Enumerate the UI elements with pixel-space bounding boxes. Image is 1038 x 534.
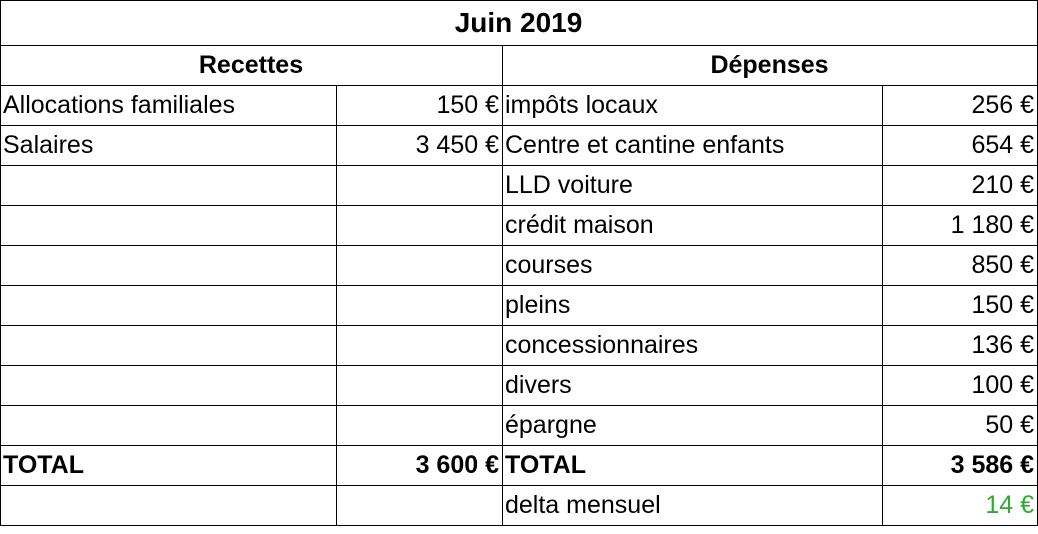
depense-label-cell[interactable]: divers (503, 366, 883, 406)
table-row (1, 206, 1038, 246)
depense-amount-cell[interactable]: 50 € (883, 406, 1038, 446)
recettes-header[interactable]: Recettes (1, 46, 503, 86)
depense-amount-cell[interactable]: 1 180 € (883, 206, 1038, 246)
recette-label-cell[interactable] (1, 366, 337, 406)
table-row (1, 86, 1038, 126)
depense-label-cell[interactable]: concessionnaires (503, 326, 883, 366)
delta-amount[interactable]: 14 € (883, 486, 1038, 526)
recette-amount-cell[interactable]: 3 450 € (337, 126, 503, 166)
recettes-total-label[interactable]: TOTAL (1, 446, 337, 486)
depense-label-cell[interactable]: impôts locaux (503, 86, 883, 126)
depenses-total-amount[interactable]: 3 586 € (883, 446, 1038, 486)
depense-amount-cell[interactable]: 210 € (883, 166, 1038, 206)
depense-label-cell[interactable]: épargne (503, 406, 883, 446)
recette-amount-cell[interactable] (337, 246, 503, 286)
table-row (1, 286, 1038, 326)
header-row (1, 46, 1038, 86)
depense-label-cell[interactable]: LLD voiture (503, 166, 883, 206)
table-row (1, 246, 1038, 286)
recette-label-cell[interactable]: Allocations familiales (1, 86, 337, 126)
delta-row (1, 486, 1038, 526)
delta-label[interactable]: delta mensuel (503, 486, 883, 526)
depense-label-cell[interactable]: crédit maison (503, 206, 883, 246)
depense-label-cell[interactable]: courses (503, 246, 883, 286)
table-row (1, 126, 1038, 166)
recette-amount-cell[interactable] (337, 366, 503, 406)
recette-label-cell[interactable] (1, 286, 337, 326)
recette-amount-cell[interactable] (337, 206, 503, 246)
table-row (1, 406, 1038, 446)
depense-amount-cell[interactable]: 100 € (883, 366, 1038, 406)
depense-amount-cell[interactable]: 150 € (883, 286, 1038, 326)
recette-label-cell[interactable] (1, 326, 337, 366)
sheet-title[interactable]: Juin 2019 (1, 1, 1038, 46)
depenses-total-label[interactable]: TOTAL (503, 446, 883, 486)
depense-label-cell[interactable]: Centre et cantine enfants (503, 126, 883, 166)
recettes-total-amount[interactable]: 3 600 € (337, 446, 503, 486)
table-row (1, 326, 1038, 366)
depense-amount-cell[interactable]: 136 € (883, 326, 1038, 366)
recette-label-cell[interactable] (1, 246, 337, 286)
table-row (1, 366, 1038, 406)
recette-label-cell[interactable] (1, 406, 337, 446)
depense-amount-cell[interactable]: 256 € (883, 86, 1038, 126)
table-row (1, 166, 1038, 206)
recette-amount-cell[interactable] (337, 326, 503, 366)
recette-amount-cell[interactable] (337, 286, 503, 326)
recette-amount-cell[interactable]: 150 € (337, 86, 503, 126)
empty-cell[interactable] (337, 486, 503, 526)
recette-label-cell[interactable] (1, 166, 337, 206)
depense-label-cell[interactable]: pleins (503, 286, 883, 326)
depense-amount-cell[interactable]: 654 € (883, 126, 1038, 166)
depense-amount-cell[interactable]: 850 € (883, 246, 1038, 286)
recette-label-cell[interactable]: Salaires (1, 126, 337, 166)
total-row (1, 446, 1038, 486)
title-row (1, 1, 1038, 46)
recette-label-cell[interactable] (1, 206, 337, 246)
recette-amount-cell[interactable] (337, 406, 503, 446)
empty-cell[interactable] (1, 486, 337, 526)
recette-amount-cell[interactable] (337, 166, 503, 206)
depenses-header[interactable]: Dépenses (503, 46, 1038, 86)
